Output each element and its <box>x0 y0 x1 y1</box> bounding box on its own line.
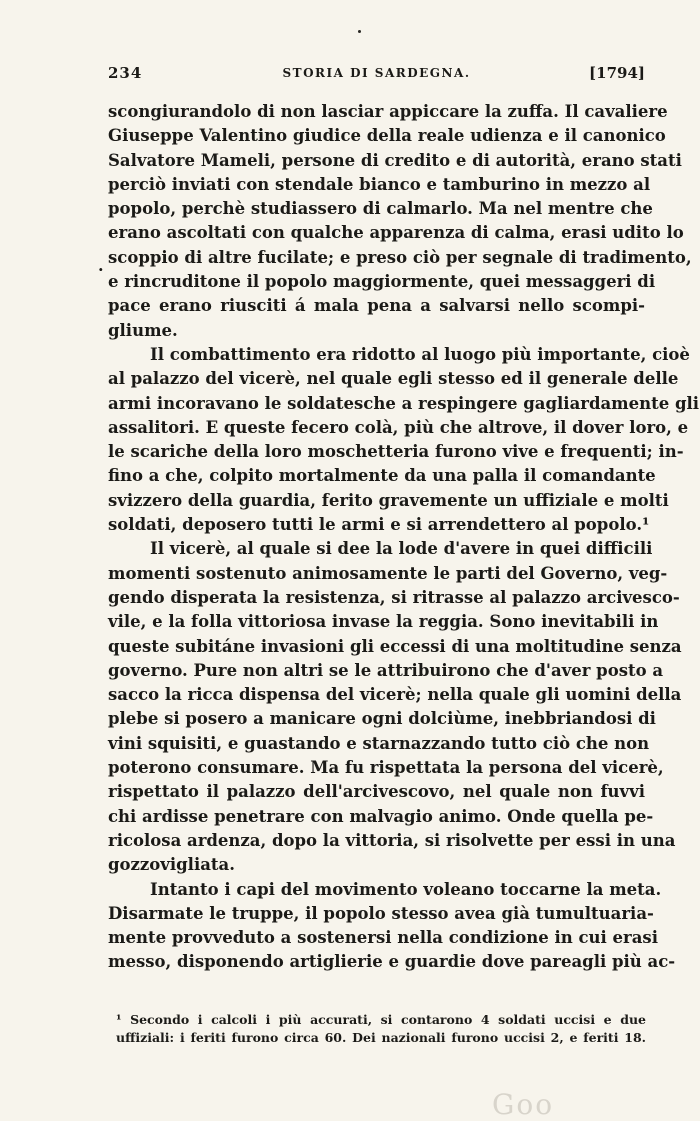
footnote-line: uffiziali: i feriti furono circa 60. Dei nazionali furono uccisi 2, e feriti 18. <box>116 1030 646 1045</box>
footnotes <box>116 1011 646 1047</box>
text-line: gliume. <box>108 320 178 340</box>
body-text <box>108 100 700 975</box>
margin-mark: . <box>98 256 104 275</box>
text-line: plebe si posero a manicare ogni dolciùme, inebbriandosi di <box>108 709 656 729</box>
text-line: e rincruditone il popolo maggiormente, quei messaggeri di <box>108 272 656 292</box>
text-line: sacco la ricca dispensa del vicerè; nella quale gli uomini della <box>108 685 682 705</box>
text-line: soldati, deposero tutti le armi e si arrendettero al popolo.¹ <box>108 515 650 535</box>
year-marker: [1794] <box>589 64 645 82</box>
footnote-line: ¹ Secondo i calcoli i più accurati, si contarono 4 soldati uccisi e due <box>116 1012 646 1027</box>
text-line: gendo disperata la resistenza, si ritrasse al palazzo arcivesco- <box>108 587 680 607</box>
text-line: governo. Pure non altri se le attribuirono che d'aver posto a <box>108 660 664 680</box>
running-head <box>108 64 645 88</box>
text-line: gozzovigliata. <box>108 855 235 875</box>
text-line: popolo, perchè studiassero di calmarlo. Ma nel mentre che <box>108 199 653 219</box>
text-line: erano ascoltati con qualche apparenza di calma, erasi udito lo <box>108 223 684 243</box>
watermark: Goo <box>492 1088 555 1121</box>
text-line: momenti sostenuto animosamente le parti del Governo, veg- <box>108 563 668 583</box>
text-line: pace erano riusciti á mala pena a salvarsi nello scompi- <box>108 296 645 316</box>
running-title: STORIA DI SARDEGNA. <box>282 66 471 80</box>
text-line: fino a che, colpito mortalmente da una palla il comandante <box>108 466 656 486</box>
text-line: poterono consumare. Ma fu rispettata la persona del vicerè, <box>108 758 664 778</box>
paragraph-start: Il combattimento era ridotto al luogo più importante, cioè <box>150 344 690 364</box>
text-line: vile, e la folla vittoriosa invase la reggia. Sono inevitabili in <box>108 612 659 632</box>
text-line: assalitori. E queste fecero colà, più che altrove, il dover loro, e <box>108 417 689 437</box>
text-line: chi ardisse penetrare con malvagio animo. Onde quella pe- <box>108 806 654 826</box>
text-line: al palazzo del vicerè, nel quale egli stesso ed il generale delle <box>108 369 679 389</box>
text-line: ricolosa ardenza, dopo la vittoria, si risolvette per essi in una <box>108 830 676 850</box>
text-line: Salvatore Mameli, persone di credito e di autorità, erano stati <box>108 150 682 170</box>
text-line: armi incoravano le soldatesche a respingere gagliardamente gli <box>108 393 700 413</box>
text-line: Disarmate le truppe, il popolo stesso avea già tumultuaria- <box>108 903 654 923</box>
text-line: scoppio di altre fucilate; e preso ciò per segnale di tradimento, <box>108 247 692 267</box>
text-line: le scariche della loro moschetteria furono vive e frequenti; in- <box>108 442 684 462</box>
text-line: messo, disponendo artiglierie e guardie dove pareagli più ac- <box>108 952 676 972</box>
text-line: vini squisiti, e guastando e starnazzando tutto ciò che non <box>108 733 650 753</box>
text-line: queste subitáne invasioni gli eccessi di una moltitudine senza <box>108 636 682 656</box>
text-line: perciò inviati con stendale bianco e tamburino in mezzo al <box>108 174 651 194</box>
text-line: svizzero della guardia, ferito gravemente un uffiziale e molti <box>108 490 669 510</box>
page-number: 234 <box>108 64 143 82</box>
text-line: mente provveduto a sostenersi nella condizione in cui erasi <box>108 928 658 948</box>
paragraph-start: Il vicerè, al quale si dee la lode d'avere in quei difficili <box>150 539 653 559</box>
paragraph-start: Intanto i capi del movimento voleano toccarne la meta. <box>150 879 662 899</box>
text-line: rispettato il palazzo dell'arcivescovo, nel quale non fuvvi <box>108 782 645 802</box>
text-line: Giuseppe Valentino giudice della reale udienza e il canonico <box>108 126 666 146</box>
text-line: scongiurandolo di non lasciar appiccare la zuffa. Il cavaliere <box>108 102 668 121</box>
page-speck <box>358 30 361 33</box>
